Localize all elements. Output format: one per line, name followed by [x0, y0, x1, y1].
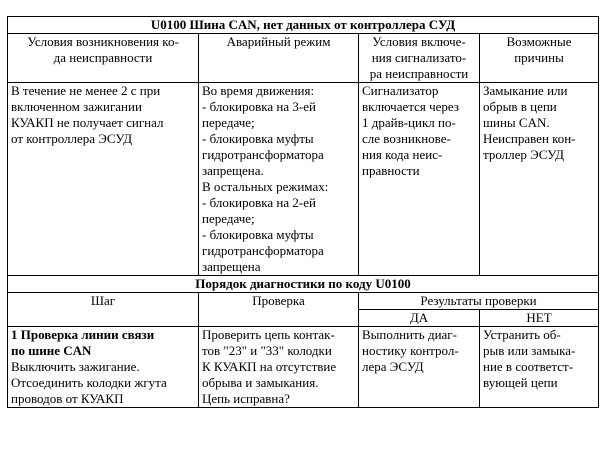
header-conditions-lamp: Условия включе- ния сигнализато- ра неисправности — [359, 34, 480, 83]
cell-conditions-occurrence: В течение не менее 2 с при включенном зажигании КУАКП не получает сигнал от контроллера ЭСУД — [8, 83, 199, 276]
diagnostics-title-row — [8, 276, 599, 293]
cell-check: Проверить цепь контак- тов "23" и "33" колодки К КУАКП на отсутствие обрыва и замыкания. Цепь исправна? — [199, 327, 359, 408]
header-check: Проверка — [199, 293, 359, 327]
diagnostic-table — [7, 16, 599, 408]
cell-step — [8, 327, 199, 408]
step-title: 1 Проверка линии связи по шине CAN — [11, 327, 155, 358]
diagnostics-header-row — [8, 293, 599, 310]
diagnostic-step-row — [8, 327, 599, 408]
header-emergency-mode: Аварийный режим — [199, 34, 359, 83]
cell-conditions-lamp: Сигнализатор включается через 1 драйв-цикл по- сле возникнове- ния кода неис- правности — [359, 83, 480, 276]
table-title-row — [8, 17, 599, 34]
header-no: НЕТ — [480, 310, 599, 327]
table-title: U0100 Шина CAN, нет данных от контроллера СУД — [8, 17, 599, 34]
fault-row — [8, 83, 599, 276]
header-step: Шаг — [8, 293, 199, 327]
cell-possible-causes: Замыкание или обрыв в цепи шины CAN. Неисправен кон- троллер ЭСУД — [480, 83, 599, 276]
cell-emergency-mode: Во время движения: - блокировка на 3-ей передаче; - блокировка муфты гидротрансформатора запрещена. В остальных режимах: - блокировка на 2-ей передаче; - блокировка муфты гидротрансформатора запрещена — [199, 83, 359, 276]
header-possible-causes: Возможные причины — [480, 34, 599, 83]
diagnostics-title: Порядок диагностики по коду U0100 — [8, 276, 599, 293]
cell-yes: Выполнить диаг- ностику контрол- лера ЭСУД — [359, 327, 480, 408]
header-results: Результаты проверки — [359, 293, 599, 310]
step-text: Выключить зажигание. Отсоединить колодки жгута проводов от КУАКП — [11, 359, 167, 406]
header-yes: ДА — [359, 310, 480, 327]
header-row — [8, 34, 599, 83]
cell-no: Устранить об- рыв или замыка- ние в соответст- вующей цепи — [480, 327, 599, 408]
header-conditions-occurrence: Условия возникновения ко- да неисправности — [8, 34, 199, 83]
